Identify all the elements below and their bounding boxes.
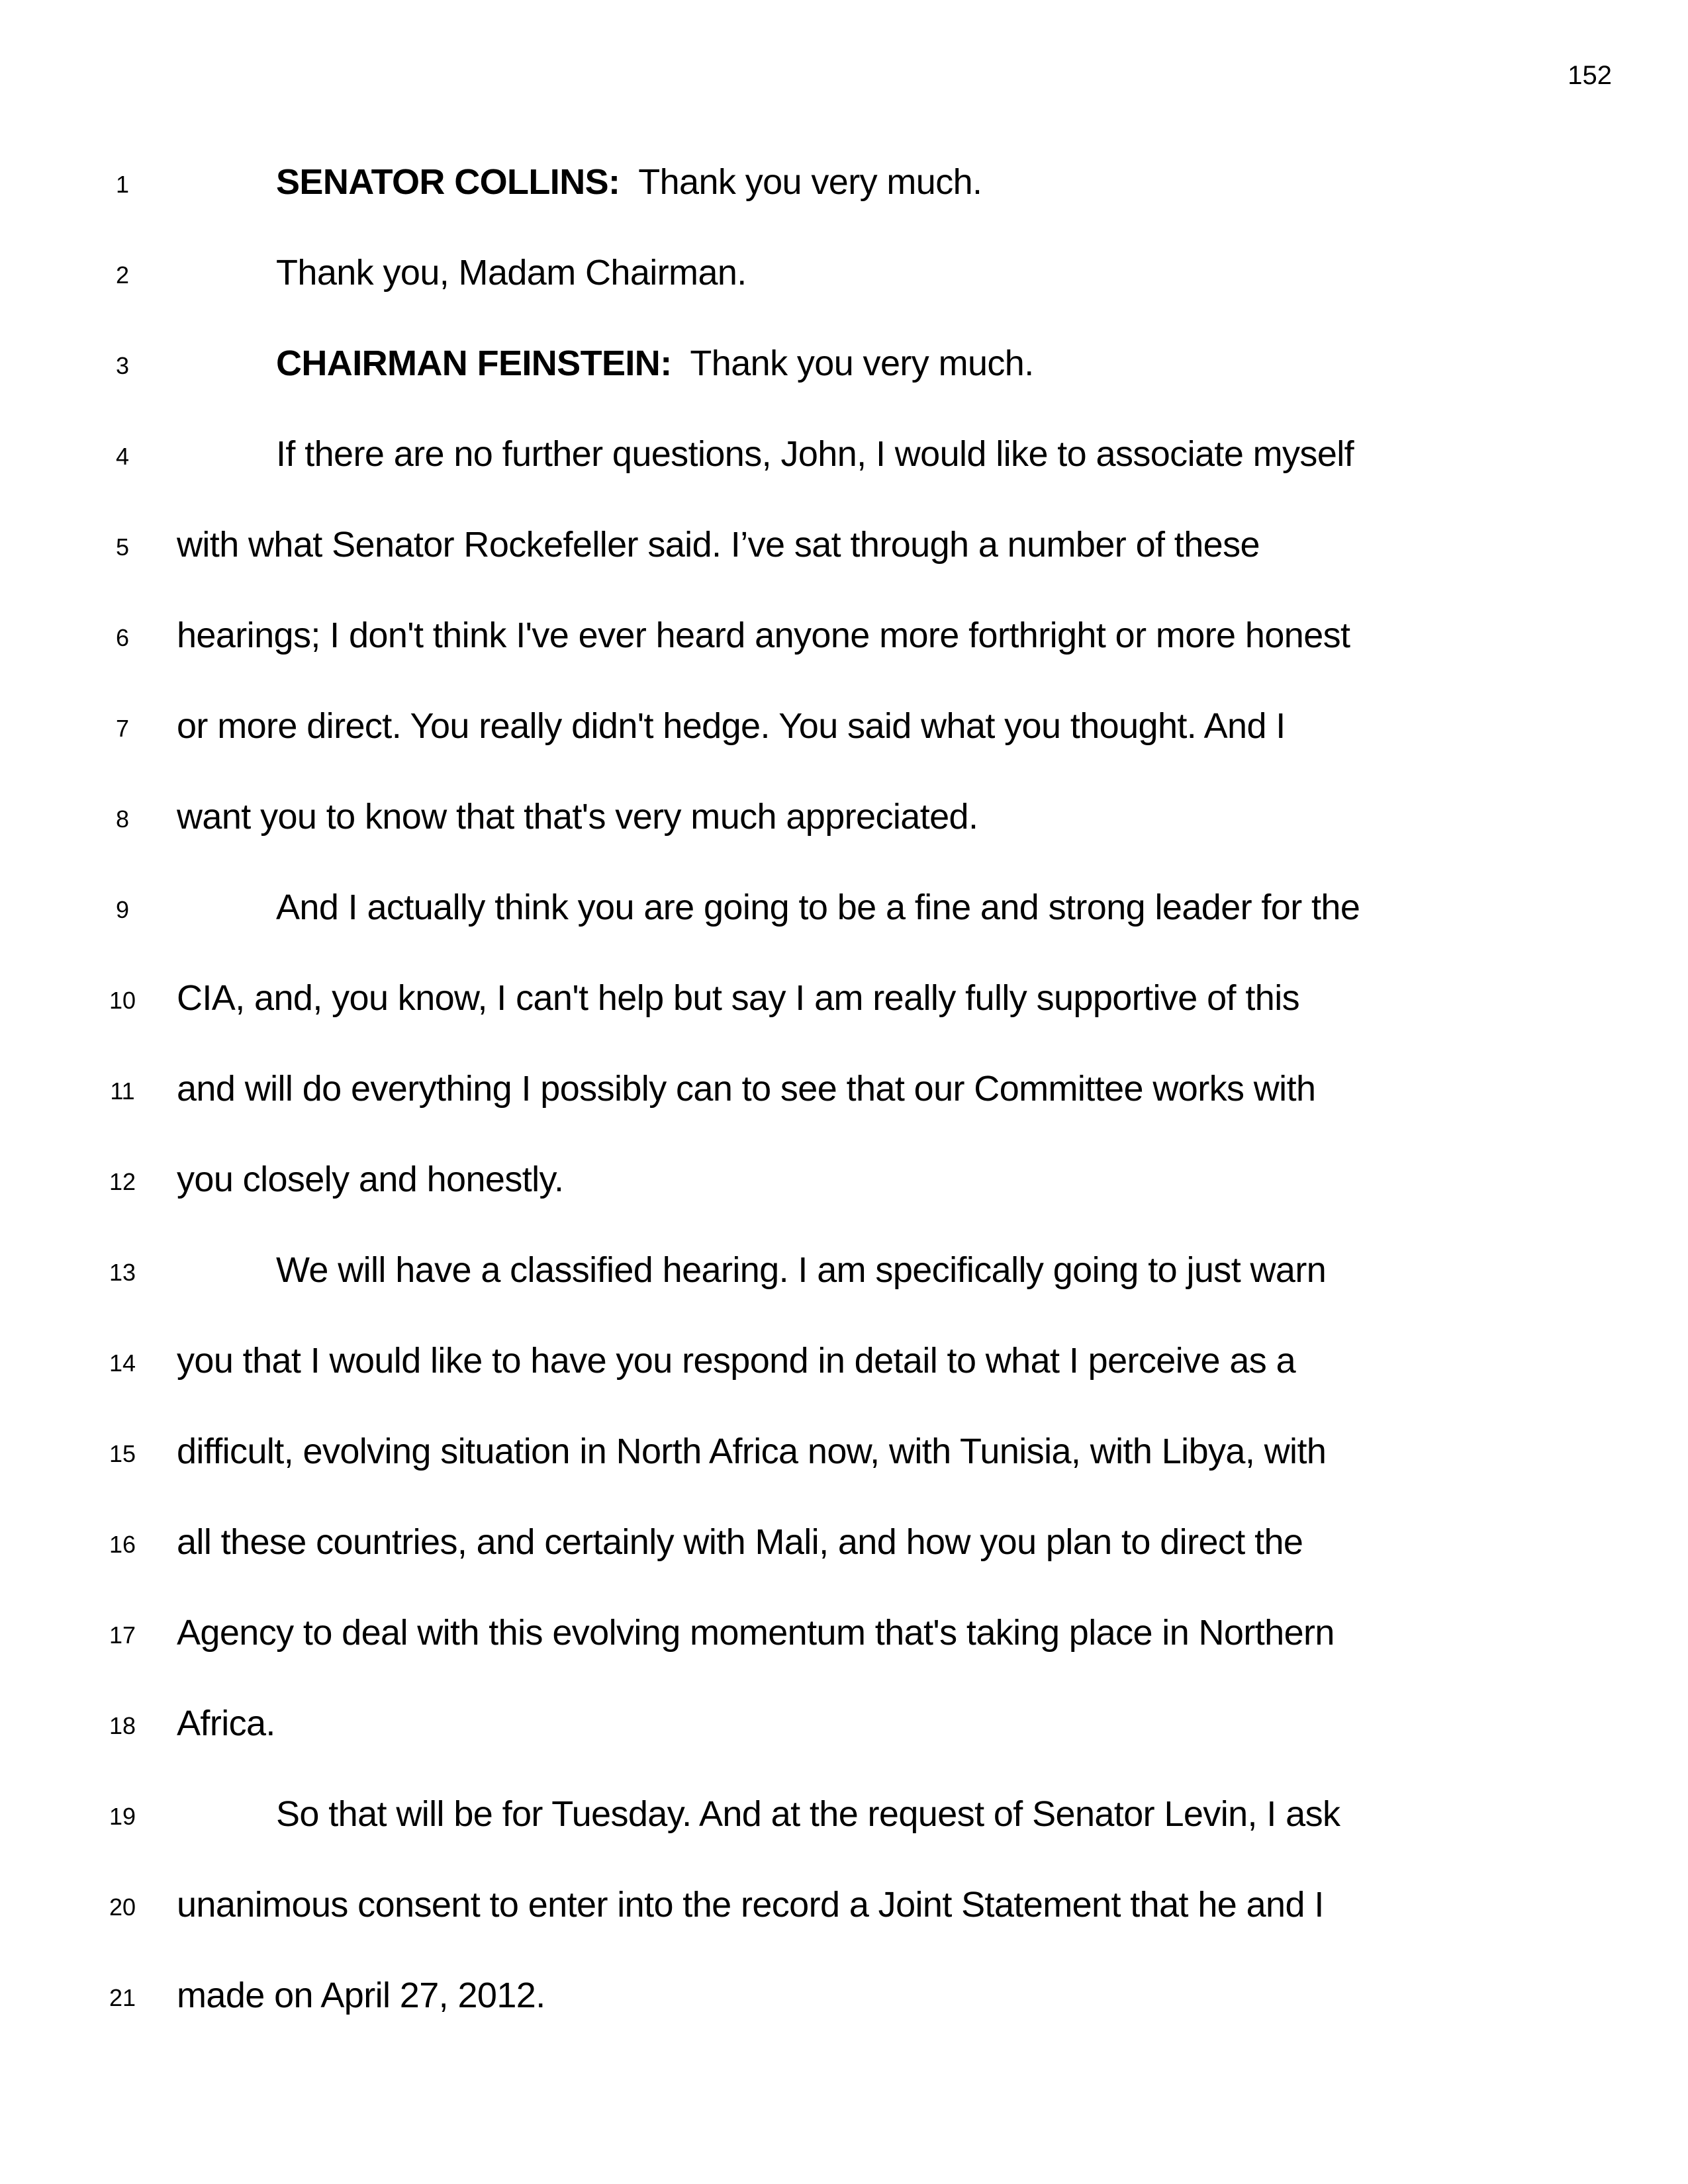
transcript-line: [0, 1967, 1688, 2020]
line-number: 14: [109, 1349, 136, 1377]
transcript-line: [0, 1423, 1688, 1476]
transcript-line: [0, 244, 1688, 297]
transcript-line: [0, 698, 1688, 751]
line-text: unanimous consent to enter into the record a Joint Statement that he and I: [177, 1885, 1324, 1925]
transcript-line: [0, 335, 1688, 388]
line-number: 9: [115, 896, 130, 923]
line-number: 11: [110, 1077, 135, 1105]
line-text: or more direct. You really didn't hedge. You said what you thought. And I: [177, 706, 1286, 746]
transcript-line: [0, 1786, 1688, 1839]
line-number: 13: [109, 1259, 136, 1286]
line-number: 2: [115, 261, 130, 289]
transcript-line: [0, 1242, 1688, 1295]
line-text: all these countries, and certainly with Mali, and how you plan to direct the: [177, 1522, 1303, 1562]
line-text: with what Senator Rockefeller said. I’ve sat through a number of these: [177, 525, 1260, 565]
line-number: 15: [109, 1440, 136, 1467]
transcript-line: [0, 1604, 1688, 1657]
line-number: 8: [115, 805, 130, 833]
speaker-name: SENATOR COLLINS:: [276, 162, 620, 202]
transcript-line: [0, 1876, 1688, 1929]
transcript-line: [0, 1151, 1688, 1204]
transcript-line: [0, 970, 1688, 1023]
line-text: you closely and honestly.: [177, 1160, 564, 1199]
speech-text: Thank you very much.: [620, 162, 982, 202]
line-text: So that will be for Tuesday. And at the request of Senator Levin, I ask: [276, 1794, 1340, 1834]
line-text: and will do everything I possibly can to see that our Committee works with: [177, 1069, 1316, 1109]
line-number: 7: [115, 715, 130, 742]
transcript-line: [0, 1695, 1688, 1748]
line-text: Africa.: [177, 1704, 275, 1743]
line-text: CIA, and, you know, I can't help but say I am really fully supportive of this: [177, 978, 1299, 1018]
line-number: 3: [115, 352, 130, 379]
line-text: want you to know that that's very much appreciated.: [177, 797, 978, 837]
line-number: 1: [115, 171, 130, 198]
line-text: [276, 161, 982, 203]
line-number: 6: [115, 624, 130, 651]
line-number: 10: [109, 987, 136, 1014]
line-number: 12: [109, 1168, 136, 1195]
transcript-line: [0, 607, 1688, 660]
line-text: If there are no further questions, John, I would like to associate myself: [276, 434, 1354, 474]
transcript-line: [0, 788, 1688, 841]
line-number: 20: [109, 1893, 136, 1921]
transcript-line: [0, 1514, 1688, 1567]
transcript-line: [0, 1060, 1688, 1113]
line-number: 21: [109, 1984, 136, 2011]
line-text: hearings; I don't think I've ever heard anyone more forthright or more honest: [177, 615, 1350, 655]
line-text: We will have a classified hearing. I am specifically going to just warn: [276, 1250, 1327, 1290]
speech-text: Thank you very much.: [671, 343, 1034, 383]
line-text: difficult, evolving situation in North Africa now, with Tunisia, with Libya, with: [177, 1432, 1327, 1471]
transcript-line: [0, 1332, 1688, 1385]
line-text: Thank you, Madam Chairman.: [276, 253, 747, 293]
transcript-line: [0, 516, 1688, 569]
line-number: 16: [109, 1531, 136, 1558]
transcript-line: [0, 879, 1688, 932]
line-number: 4: [115, 443, 130, 470]
line-text: [276, 343, 1034, 384]
line-text: Agency to deal with this evolving momentum that's taking place in Northern: [177, 1613, 1335, 1653]
transcript-line: [0, 154, 1688, 206]
line-number: 19: [109, 1803, 136, 1830]
page-number: 152: [1568, 61, 1612, 90]
speaker-name: CHAIRMAN FEINSTEIN:: [276, 343, 672, 383]
line-number: 17: [109, 1621, 136, 1649]
line-text: made on April 27, 2012.: [177, 1976, 545, 2015]
line-number: 5: [115, 533, 130, 561]
line-number: 18: [109, 1712, 136, 1739]
line-text: And I actually think you are going to be a fine and strong leader for the: [276, 887, 1360, 927]
line-text: you that I would like to have you respond in detail to what I perceive as a: [177, 1341, 1296, 1381]
transcript-line: [0, 426, 1688, 478]
